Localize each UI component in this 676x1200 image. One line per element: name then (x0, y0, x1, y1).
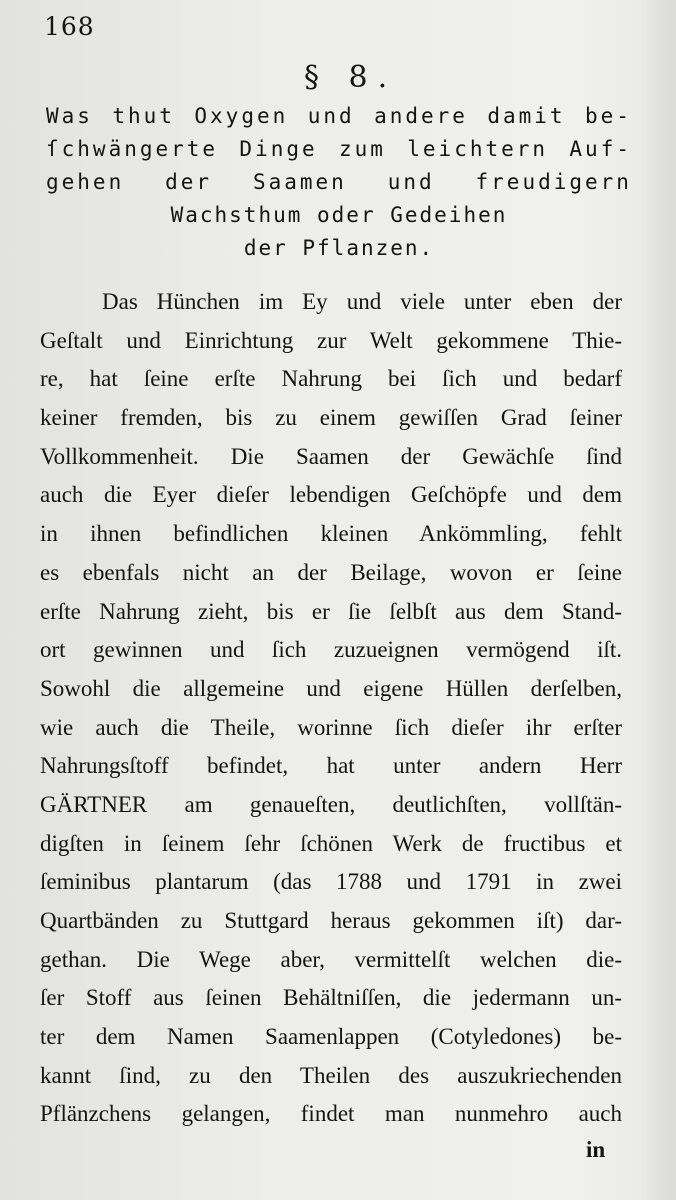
heading-word: damit (487, 104, 566, 128)
text-line: ter dem Namen Saamenlappen (Cotyledones) be- (40, 1024, 622, 1050)
heading-word: zum (338, 137, 386, 161)
heading-line (46, 133, 632, 166)
text-line: erſte Nahrung zieht, bis er ſie ſelbſt aus dem Stand- (40, 598, 622, 624)
heading-line (46, 100, 632, 133)
heading-word: Auf- (569, 137, 632, 161)
heading-word: Dinge (239, 137, 318, 161)
text-line: digſten in ſeinem ſehr ſchönen Werk de fructibus et (40, 830, 622, 856)
text-line: es ebenfals nicht an der Beilage, wovon er ſeine (40, 559, 622, 585)
heading-word: Oxygen (194, 104, 289, 128)
heading-word: Saamen (252, 170, 347, 194)
text-line: GÄRTNER am genaueſten, deutlichſten, vollſtän- (40, 791, 622, 817)
text-line: Sowohl die allgemeine und eigene Hüllen derſelben, (40, 675, 622, 701)
heading-word: gehen (46, 170, 125, 194)
text-line: Nahrungsſtoff befindet, hat unter andern Herr (40, 753, 622, 779)
text-line: in ihnen befindlichen kleinen Ankömmling, fehlt (40, 521, 622, 547)
heading-word: und (307, 104, 355, 128)
section-heading (46, 100, 632, 265)
heading-word: be- (585, 104, 632, 128)
heading-word: ſchwängerte (46, 137, 219, 161)
text-line: wie auch die Theile, worinne ſich dieſer ihr erſter (40, 714, 622, 740)
heading-word: andere (374, 104, 468, 128)
heading-word: der (165, 170, 213, 194)
heading-line: der Pflanzen. (243, 236, 435, 260)
heading-word: freudigern (475, 170, 632, 194)
page-edge-shadow (636, 0, 676, 1200)
text-line: Das Hünchen im Ey und viele unter eben der (102, 289, 622, 314)
text-line: Geſtalt und Einrichtung zur Welt gekommene Thie- (40, 327, 622, 353)
text-line: re, hat ſeine erſte Nahrung bei ſich und bedarf (40, 366, 622, 392)
text-line: keiner fremden, bis zu einem gewiſſen Grad ſeiner (40, 405, 622, 431)
text-line: ort gewinnen und ſich zuzueignen vermögend iſt. (40, 637, 622, 663)
heading-word: thut (112, 104, 175, 128)
text-line: gethan. Die Wege aber, vermittelſt welchen die- (40, 946, 622, 972)
heading-word: und (387, 170, 435, 194)
text-line: ſeminibus plantarum (das 1788 und 1791 in zwei (40, 869, 622, 895)
catchword: in (586, 1137, 606, 1162)
text-line: ſer Stoff aus ſeinen Behältniſſen, die jedermann un- (40, 985, 622, 1011)
heading-word: leichtern (407, 137, 549, 161)
heading-word: Was (46, 104, 93, 128)
heading-line (46, 166, 632, 199)
text-line: auch die Eyer dieſer lebendigen Geſchöpfe und dem (40, 482, 622, 508)
heading-line: Wachsthum oder Gedeihen (170, 203, 508, 227)
text-line: kannt ſind, zu den Theilen des auszukriechenden (40, 1062, 622, 1088)
text-line: Pflänzchens gelangen, findet man nunmehro auch (40, 1101, 622, 1127)
page-number: 168 (44, 12, 95, 41)
text-line: Quartbänden zu Stuttgard heraus gekommen iſt) dar- (40, 908, 622, 933)
body-paragraph (40, 283, 622, 1134)
text-line: Vollkommenheit. Die Saamen der Gewächſe ſind (40, 443, 622, 469)
section-mark: § 8. (304, 60, 398, 95)
